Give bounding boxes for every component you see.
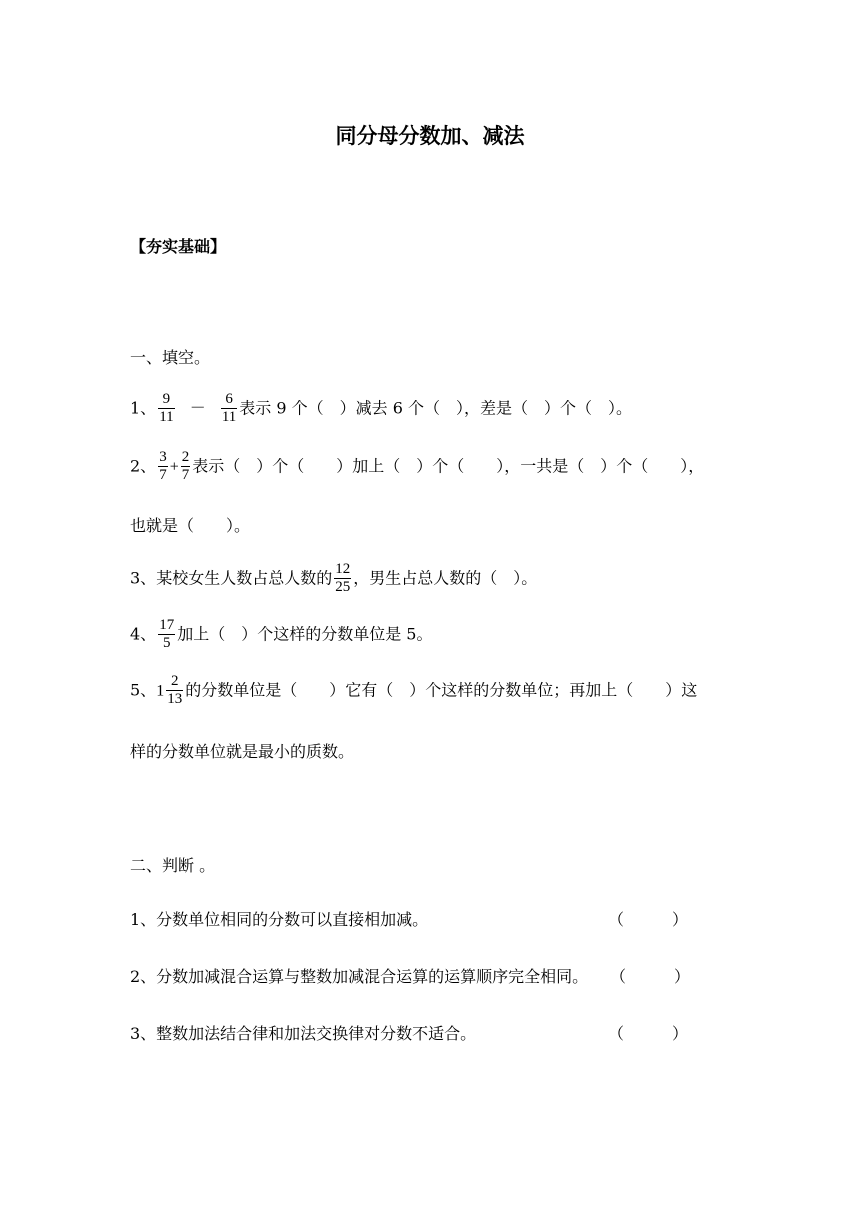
question-text: 表示（ ）个（ ）加上（ ）个（ ），一共是（ ）个（ ）， bbox=[192, 456, 705, 476]
whole-number: 1 bbox=[156, 682, 165, 700]
numerator: 9 bbox=[162, 391, 171, 407]
section-heading: 【夯实基础】 bbox=[130, 237, 227, 256]
denominator: 11 bbox=[159, 408, 174, 425]
judge-item-1: 1、分数单位相同的分数可以直接相加减。 bbox=[130, 910, 429, 929]
question-5-continuation: 样的分数单位就是最小的质数。 bbox=[130, 742, 355, 761]
denominator: 7 bbox=[181, 466, 190, 483]
answer-blank: （ ） bbox=[610, 967, 691, 986]
question-2 bbox=[130, 450, 704, 484]
question-text: 表示 9 个（ ）减去 6 个（ ），差是（ ）个（ ）。 bbox=[239, 398, 633, 418]
question-4 bbox=[130, 618, 432, 652]
answer-blank: （ ） bbox=[608, 1024, 689, 1043]
fraction bbox=[158, 450, 168, 484]
denominator: 11 bbox=[221, 408, 237, 425]
numerator: 3 bbox=[159, 449, 167, 465]
question-text: 某校女生人数占总人数的 bbox=[156, 568, 333, 588]
part2-heading: 二、判断 。 bbox=[130, 856, 216, 875]
question-3 bbox=[130, 562, 537, 596]
fraction bbox=[221, 392, 237, 426]
judge-item-2: 2、分数加减混合运算与整数加减混合运算的运算顺序完全相同。 bbox=[130, 967, 589, 986]
question-number: 1、 bbox=[130, 398, 157, 418]
question-number: 5、 bbox=[130, 680, 157, 700]
part1-heading: 一、填空。 bbox=[130, 348, 211, 367]
question-1 bbox=[130, 392, 632, 426]
numerator: 12 bbox=[335, 561, 351, 577]
operator: － bbox=[189, 400, 206, 418]
fraction bbox=[334, 562, 351, 596]
numerator: 6 bbox=[225, 391, 233, 407]
fraction bbox=[166, 674, 183, 708]
question-text: ，男生占总人数的（ ）。 bbox=[353, 568, 538, 588]
question-5 bbox=[130, 674, 697, 708]
question-number: 3、 bbox=[130, 568, 157, 588]
question-text: 加上（ ）个这样的分数单位是 5。 bbox=[177, 624, 433, 644]
denominator: 13 bbox=[167, 690, 183, 707]
question-number: 4、 bbox=[130, 624, 157, 644]
answer-blank: （ ） bbox=[608, 910, 689, 929]
question-2-continuation: 也就是（ ）。 bbox=[130, 516, 251, 535]
question-number: 2、 bbox=[130, 456, 157, 476]
denominator: 5 bbox=[158, 634, 175, 652]
numerator: 2 bbox=[170, 673, 179, 689]
denominator: 7 bbox=[159, 466, 167, 483]
fraction bbox=[158, 618, 175, 652]
operator: + bbox=[169, 458, 179, 476]
fraction bbox=[158, 392, 174, 426]
numerator: 17 bbox=[159, 617, 175, 633]
page-title: 同分母分数加、减法 bbox=[335, 123, 525, 148]
fraction bbox=[181, 450, 191, 484]
question-text: 的分数单位是（ ）它有（ ）个这样的分数单位；再加上（ ）这 bbox=[185, 680, 698, 700]
numerator: 2 bbox=[181, 449, 190, 465]
denominator: 25 bbox=[335, 578, 351, 595]
judge-item-3: 3、整数加法结合律和加法交换律对分数不适合。 bbox=[130, 1024, 477, 1043]
